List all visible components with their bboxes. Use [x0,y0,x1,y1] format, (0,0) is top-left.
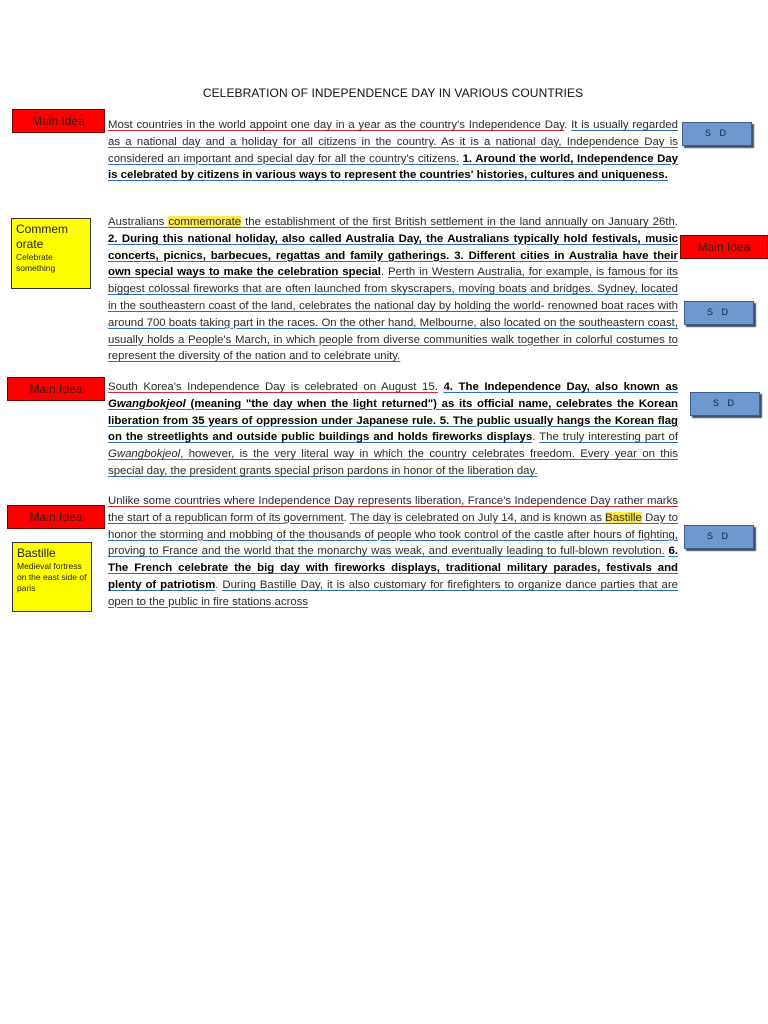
paragraph-2: Australians commemorate the establishment of the first British settlement in the land annually on January 26th. 2. During this national holiday, also called Australia Day, the Australians typically hold festivals, music concerts, picnics, barbecues, regattas and family gatherings. 3. Different cities in Australia have their own special ways to make the celebration special. Perth in Western Australia, for example, is famous for its biggest colossal fireworks that are often launched from skyscrapers, moving boats and bridges. Sydney, located in the southeastern coast of the land, celebrates the national day by holding the world- renowned boat races with around 700 boats taking part in the races. On the other hand, Melbourne, also located on the southeastern coast, usually holds a People's March, in which people from diverse communities walk together in colorful costumes to represent the diversity of the nation and to celebrate unity. [108,216,678,363]
vocab-note-definition: Celebrate something [16,252,56,273]
vocab-note-word: Commem orate [16,222,69,251]
paragraph-1: Most countries in the world appoint one day in a year as the country's Independence Day. It is usually regarded as a national day and a holiday for all citizens in the country. As it is a national day, Independence Day is considered an important and special day for all the country's citizens. 1. Around the world, Independence Day is celebrated by citizens in various ways to represent the countries' histories, cultures and uniqueness. [108,119,678,182]
p3-support: The truly interesting part of Gwangbokjeol, however, is the very literal way in which the country celebrates freedom. Every year on this special day, the president grants special prison pardons in honor of the liberation day. [108,431,678,477]
p4-support-2: During Bastille Day, it is also customary for firefighters to organize dance parties that are open to the public in fire stations across [108,578,678,608]
supporting-detail-tag-2: S D [684,301,754,325]
p2-support: Perth in Western Australia, for example, is famous for its biggest colossal fireworks that are often launched from skyscrapers, moving boats and bridges. Sydney, located in the southeastern coast of the land, celebrates the national day by holding the world- renowned boat races with around 700 boats taking part in the races. On the other hand, Melbourne, also located on the southeastern coast, usually holds a People's March, in which people from diverse communities walk together in colorful costumes to represent the diversity of the nation and to celebrate unity. [108,266,678,363]
supporting-detail-tag-4: S D [684,525,754,549]
vocab-note-commemorate [11,218,91,289]
p4-main-idea: 6. The French celebrate the big day with fireworks displays, traditional military parades, festivals and plenty of patriotism [108,545,679,591]
vocab-note-word: Bastille [17,546,56,560]
p1-topic-sentence: Most countries in the world appoint one day in a year as the country's Independence Day [108,119,565,131]
main-idea-tag-3: Main Idea [7,377,105,401]
p4-topic-sentence: Unlike some countries where Independence Day represents liberation, France's Independence Day rather marks the start of a republican form of its government [108,495,678,524]
paragraph-4: Unlike some countries where Independence Day represents liberation, France's Independence Day rather marks the start of a republican form of its government. The day is celebrated on July 14, and is known as Bastille Day to honor the storming and mobbing of the thousands of people who took control of the castle after hours of fighting, proving to France and the world that the monarchy was weak, and eventually leading to full-blown revolution. 6. The French celebrate the big day with fireworks displays, traditional military parades, festivals and plenty of patriotism. During Bastille Day, it is also customary for firefighters to organize dance parties that are open to the public in fire stations across [108,495,679,608]
p4-support-1: The day is celebrated on July 14, and is known as Bastille Day to honor the storming and mobbing of the thousands of people who took control of the castle after hours of fighting, proving to France and the world that the monarchy was weak, and eventually leading to full-blown revolution. [108,511,678,558]
supporting-detail-tag-1: S D [682,122,752,146]
p1-support: It is usually regarded as a national day and a holiday for all citizens in the country. As it is a national day, Independence Day is considered an important and special day for all the country's citizens. [108,119,678,165]
vocab-commemorate: commemorate [168,216,242,228]
p3-main-idea: 4. The Independence Day, also known as Gwangbokjeol (meaning "the day when the light returned") as its official name, celebrates the Korean liberation from 35 years of oppression under Japanese rule. 5. The public usually hangs the Korean flag on the streetlights and outside public buildings and holds fireworks displays [108,381,679,444]
main-idea-tag-1: Main Idea [12,109,105,133]
main-idea-tag-4: Main Idea [7,505,105,529]
vocab-bastille: Bastille [605,511,642,524]
main-idea-tag-2: Main Idea [680,235,768,259]
vocab-note-definition: Medieval fortress on the east side of paris [17,561,87,593]
p2-topic-sentence: Australians commemorate the establishment of the first British settlement in the land annually on January 26th [108,216,675,228]
p3-topic-sentence: South Korea's Independence Day is celebrated on August 15. [108,381,438,393]
page-title: CELEBRATION OF INDEPENDENCE DAY IN VARIOUS COUNTRIES [202,86,584,100]
vocab-note-bastille [12,542,92,612]
p2-main-idea: 2. During this national holiday, also called Australia Day, the Australians typically hold festivals, music concerts, picnics, barbecues, regattas and family gatherings. 3. Different cities in Australia have their own special ways to make the celebration special [108,232,678,279]
paragraph-3: South Korea's Independence Day is celebrated on August 15. 4. The Independence Day, also known as Gwangbokjeol (meaning "the day when the light returned") as its official name, celebrates the Korean liberation from 35 years of oppression under Japanese rule. 5. The public usually hangs the Korean flag on the streetlights and outside public buildings and holds fireworks displays. The truly interesting part of Gwangbokjeol, however, is the very literal way in which the country celebrates freedom. Every year on this special day, the president grants special prison pardons in honor of the liberation day. [108,381,679,477]
p1-main-idea: 1. Around the world, Independence Day is celebrated by citizens in various ways to represent the countries' histories, cultures and uniqueness. [108,152,678,182]
supporting-detail-tag-3: S D [690,392,760,416]
